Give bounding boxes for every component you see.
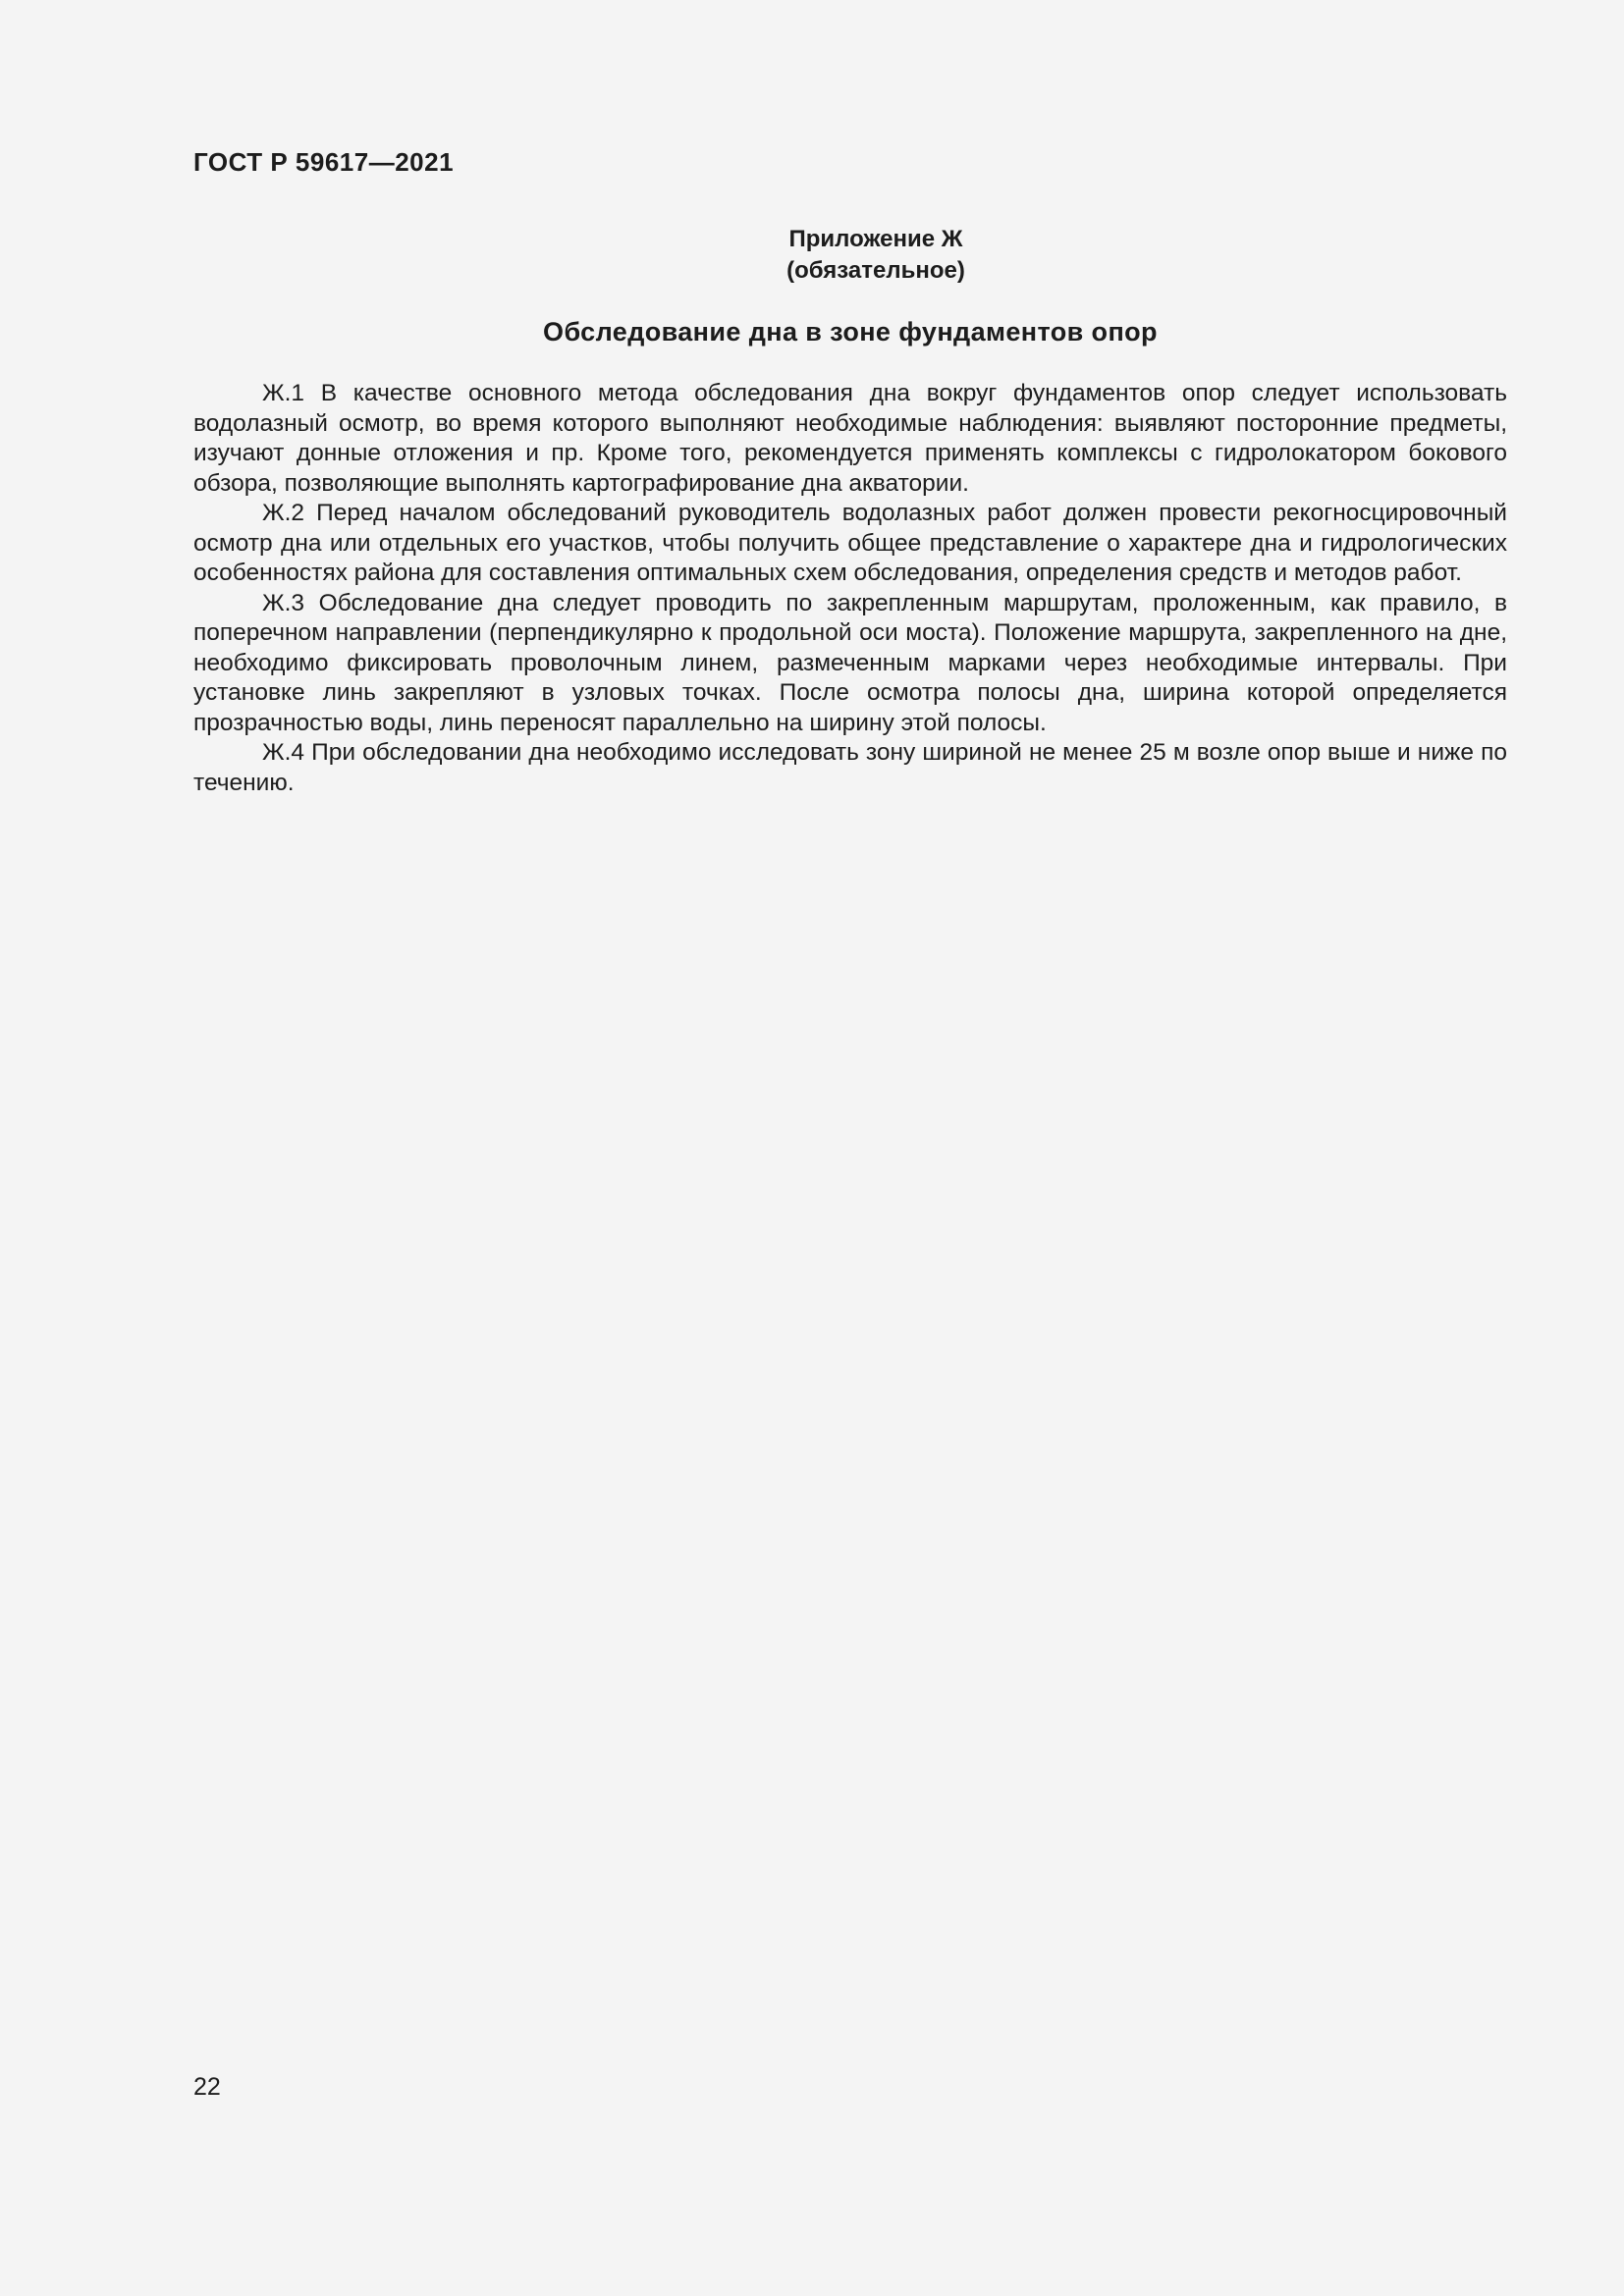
body-text bbox=[193, 379, 1507, 798]
paragraph-zh2: Ж.2 Перед началом обследований руководитель водолазных работ должен провести рекогносцировочный осмотр дна или отдельных его участков, чтобы получить общее представление о характере дна и гидрологических особенностях района для составления оптимальных схем обследования, определения средств и методов работ. bbox=[193, 500, 1507, 586]
paragraph-zh3: Ж.3 Обследование дна следует проводить по закрепленным маршрутам, проложенным, как правило, в поперечном направлении (перпендикулярно к продольной оси моста). Положение маршрута, закрепленного на дне, необходимо фиксировать проволочным линем, размеченным марками через необходимые интервалы. При установке линь закрепляют в узловых точках. После осмотра полосы дна, ширина которой определяется прозрачностью воды, линь переносят параллельно на ширину этой полосы. bbox=[193, 589, 1507, 736]
paragraph-zh4: Ж.4 При обследовании дна необходимо исследовать зону шириной не менее 25 м возле опор выше и ниже по течению. bbox=[193, 739, 1507, 796]
page-number: 22 bbox=[193, 2073, 221, 2101]
appendix-heading bbox=[193, 224, 1507, 287]
paragraph-zh1: Ж.1 В качестве основного метода обследования дна вокруг фундаментов опор следует использовать водолазный осмотр, во время которого выполняют необходимые наблюдения: выявляют посторонние предметы, изучают донные отложения и пр. Кроме того, рекомендуется применять комплексы с гидролокатором бокового обзора, позволяющие выполнять картографирование дна акватории. bbox=[193, 380, 1507, 497]
appendix-status: (обязательное) bbox=[786, 257, 965, 284]
section-title: Обследование дна в зоне фундаментов опор bbox=[543, 317, 1158, 347]
standard-code-header: ГОСТ Р 59617—2021 bbox=[193, 147, 455, 177]
appendix-label: Приложение Ж bbox=[788, 226, 963, 252]
